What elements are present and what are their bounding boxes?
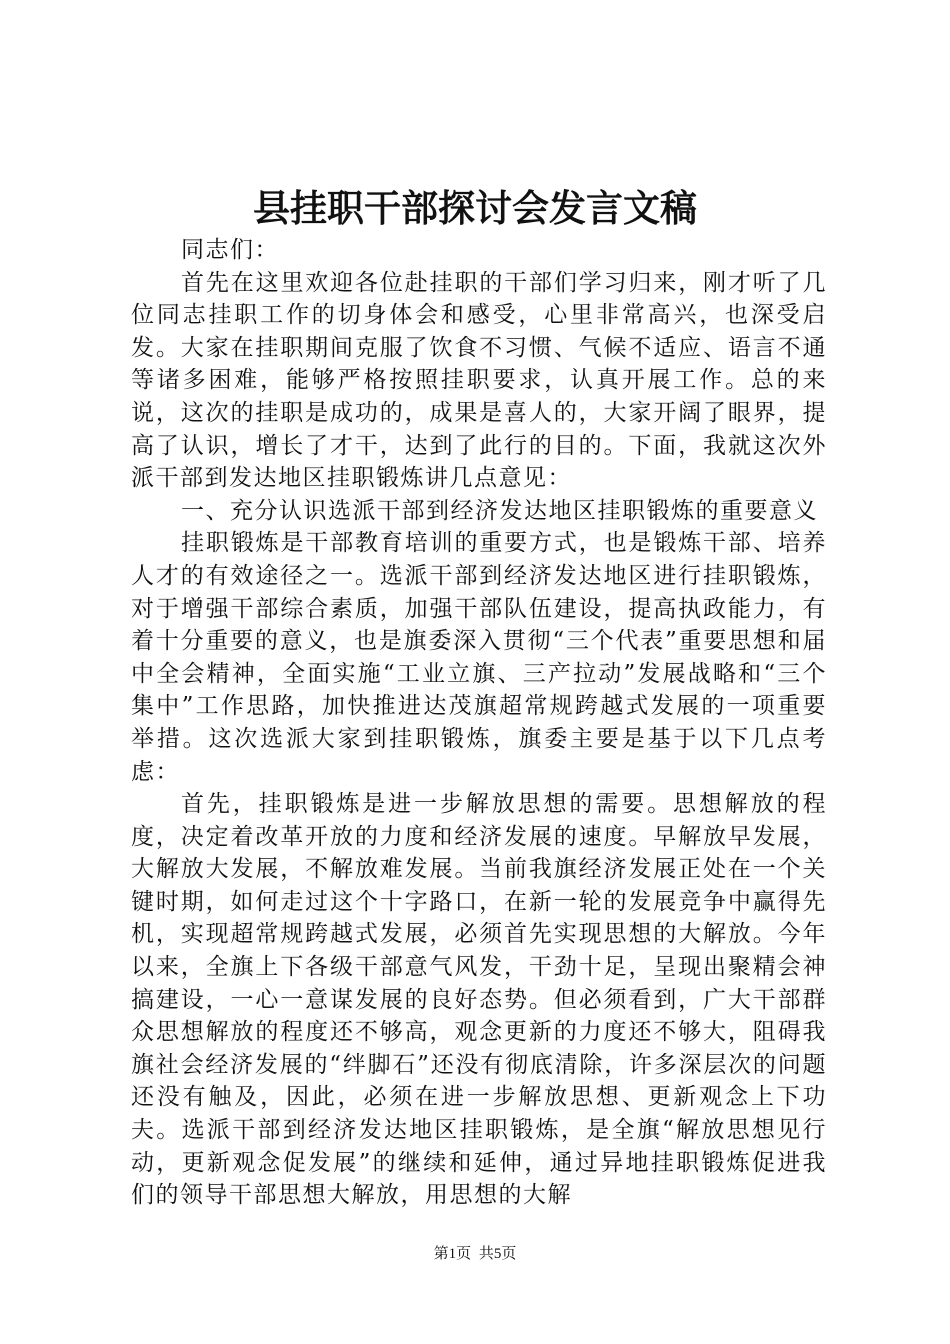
page-footer (0, 1244, 950, 1264)
page-number: 第1页 (433, 1246, 472, 1262)
body-paragraph-2: 首先，挂职锻炼是进一步解放思想的需要。思想解放的程度，决定着改革开放的力度和经济发展的速度。早解放早发展，大解放大发展，不解放难发展。当前我旗经济发展正处在一个关键时期，如何走过这个十字路口，在新一轮的发展竞争中赢得先机，实现超常规跨越式发展，必须首先实现思想的大解放。今年以来，全旗上下各级干部意气风发，干劲十足，呈现出聚精会神搞建设，一心一意谋发展的良好态势。但必须看到，广大干部群众思想解放的程度还不够高，观念更新的力度还不够大，阻碍我旗社会经济发展的“绊脚石”还没有彻底清除，许多深层次的问题还没有触及，因此，必须在进一步解放思想、更新观念上下功夫。选派干部到经济发达地区挂职锻炼，是全旗“解放思想见行动，更新观念促发展”的继续和延伸，通过异地挂职锻炼促进我们的领导干部思想大解放，用思想的大解 (131, 791, 827, 1209)
intro-paragraph: 首先在这里欢迎各位赴挂职的干部们学习归来，刚才听了几位同志挂职工作的切身体会和感受，心里非常高兴，也深受启发。大家在挂职期间克服了饮食不习惯、气候不适应、语言不通等诸多困难，能够严格按照挂职要求，认真开展工作。总的来说，这次的挂职是成功的，成果是喜人的，大家开阔了眼界，提高了认识，增长了才干，达到了此行的目的。下面，我就这次外派干部到发达地区挂职锻炼讲几点意见： (131, 269, 827, 492)
salutation-paragraph: 同志们： (181, 237, 279, 263)
section-heading-1: 一、充分认识选派干部到经济发达地区挂职锻炼的重要意义 (181, 497, 818, 524)
document-title: 县挂职干部探讨会发言文稿 (253, 186, 697, 230)
page-total: 共5页 (478, 1246, 517, 1262)
body-paragraph-1: 挂职锻炼是干部教育培训的重要方式，也是锻炼干部、培养人才的有效途径之一。选派干部到经济发达地区进行挂职锻炼，对于增强干部综合素质，加强干部队伍建设，提高执政能力，有着十分重要的意义，也是旗委深入贯彻“三个代表”重要思想和届中全会精神，全面实施“工业立旗、三产拉动”发展战略和“三个集中”工作思路，加快推进达茂旗超常规跨越式发展的一项重要举措。这次选派大家到挂职锻炼，旗委主要是基于以下几点考虑： (131, 530, 827, 785)
document-body (131, 234, 827, 1212)
